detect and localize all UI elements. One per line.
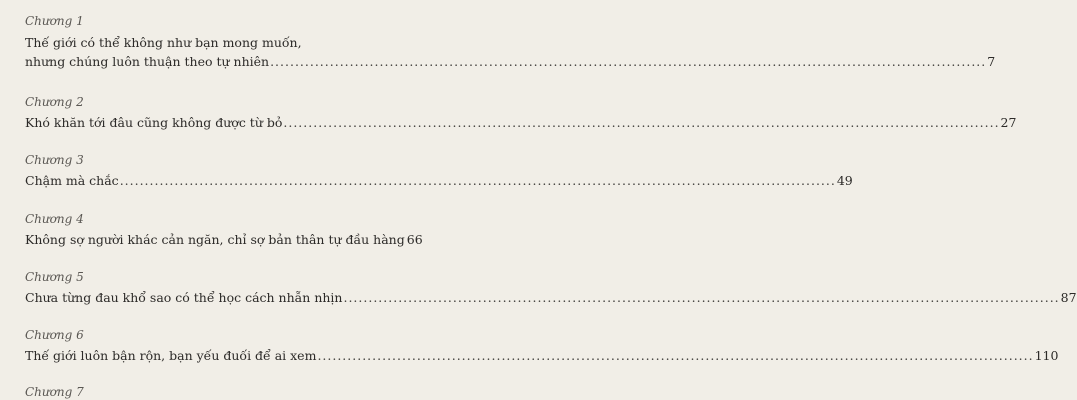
toc-entry: [25, 95, 1017, 131]
chapter-label: Chương 7: [25, 385, 84, 399]
dot-leader: [120, 172, 836, 189]
chapter-title-row: [25, 172, 853, 189]
dot-leader: [317, 347, 1033, 364]
chapter-label: Chương 3: [25, 153, 84, 167]
chapter-label: Chương 5: [25, 270, 84, 284]
dot-leader: [283, 114, 999, 131]
dot-leader: [343, 289, 1059, 306]
page-number: 87: [1060, 290, 1077, 305]
toc-entry: [25, 212, 423, 248]
chapter-label: Chương 6: [25, 328, 84, 342]
chapter-label: Chương 4: [25, 212, 84, 226]
toc-entry: [25, 270, 1077, 306]
page-number: 49: [836, 173, 853, 188]
page-number: 7: [987, 54, 996, 69]
toc-entry: [25, 14, 996, 70]
chapter-title: Chậm mà chắc: [25, 173, 119, 188]
page-number: 110: [1034, 348, 1059, 363]
chapter-title: Thế giới luôn bận rộn, bạn yếu đuối để ai xem: [25, 348, 317, 363]
chapter-title: Không sợ người khác cản ngăn, chỉ sợ bản thân tự đầu hàng: [25, 232, 405, 247]
toc-entry: [25, 153, 853, 189]
toc-entry: [25, 328, 1059, 364]
chapter-label: Chương 1: [25, 14, 84, 28]
chapter-title-row: [25, 289, 1077, 306]
chapter-label: Chương 2: [25, 95, 84, 109]
page-number: 66: [406, 232, 423, 247]
chapter-title-line: Thế giới có thể không như bạn mong muốn,: [25, 35, 302, 50]
chapter-title: Chưa từng đau khổ sao có thể học cách nhẫn nhịn: [25, 290, 343, 305]
chapter-title: Khó khăn tới đâu cũng không được từ bỏ: [25, 115, 283, 130]
chapter-title: nhưng chúng luôn thuận theo tự nhiên: [25, 54, 270, 69]
chapter-title-row: [25, 114, 1017, 131]
dot-leader: [270, 53, 986, 70]
page-number: 27: [1000, 115, 1017, 130]
chapter-title-row: [25, 231, 423, 248]
toc-entry: [25, 385, 373, 399]
chapter-title-row: [25, 53, 996, 70]
chapter-title-row: [25, 347, 1059, 364]
